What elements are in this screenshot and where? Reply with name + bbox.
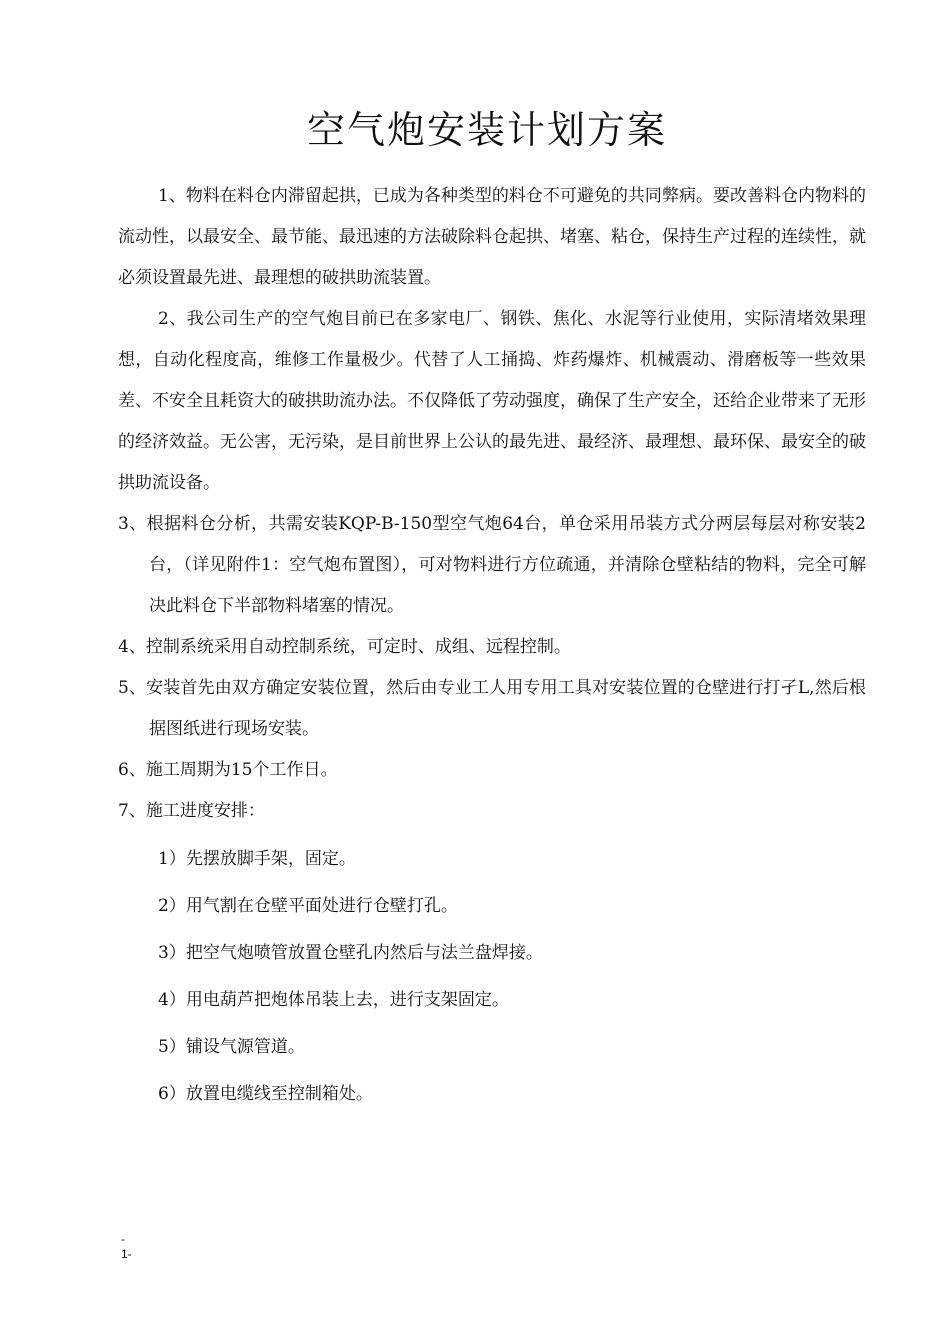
document-title: 空气炮安装计划方案 [306, 108, 667, 152]
page-footer [121, 1232, 132, 1262]
schedule-step-2: 2）用气割在仓壁平面处进行仓壁打孔。 [158, 896, 458, 916]
item-6-period: 6、施工周期为15个工作日。 [118, 760, 338, 780]
item-3-plan: 3、根据料仓分析，共需安装KQP-B-150型空气炮64台，单仓采用吊装方式分两层每层对称安装2台，（详见附件1：空气炮布置图），可对物料进行方位疏通，并清除仓壁粘结的物料，完全可解决此料仓下半部物料堵塞的情况。 [118, 514, 866, 616]
item-5-installation: 5、安装首先由双方确定安装位置，然后由专业工人用专用工具对安装位置的仓壁进行打孑L,然后根据图纸进行现场安装。 [118, 678, 866, 739]
item-4-control: 4、控制系统采用自动控制系统，可定时、成组、远程控制。 [118, 637, 571, 657]
schedule-step-5: 5）铺设气源管道。 [158, 1037, 305, 1057]
paragraph-1: 1、物料在料仓内滞留起拱，已成为各种类型的料仓不可避免的共同弊病。要改善料仓内物料的流动性，以最安全、最节能、最迅速的方法破除料仓起拱、堵塞、粘仓，保持生产过程的连续性，就必须设置最先进、最理想的破拱助流装置。 [118, 186, 866, 288]
footer-mark: - [121, 1232, 125, 1246]
item-7-schedule-heading: 7、施工进度安排： [118, 801, 265, 821]
schedule-list [118, 836, 866, 1118]
page-number: 1- [121, 1247, 132, 1261]
schedule-step-4: 4）用电葫芦把炮体吊装上去，进行支架固定。 [158, 990, 509, 1010]
schedule-step-1: 1）先摆放脚手架，固定。 [158, 849, 356, 869]
schedule-step-3: 3）把空气炮喷管放置仓壁孔内然后与法兰盘焊接。 [158, 943, 543, 963]
paragraph-2: 2、我公司生产的空气炮目前已在多家电厂、钢铁、焦化、水泥等行业使用，实际清堵效果理想，自动化程度高，维修工作量极少。代替了人工捅捣、炸药爆炸、机械震动、滑磨板等一些效果差、不安全且耗资大的破拱助流办法。不仅降低了劳动强度，确保了生产安全，还给企业带来了无形的经济效益。无公害，无污染，是目前世界上公认的最先进、最经济、最理想、最环保、最安全的破拱助流设备。 [118, 309, 866, 493]
schedule-step-6: 6）放置电缆线至控制箱处。 [158, 1084, 373, 1104]
document-body [118, 176, 866, 1118]
